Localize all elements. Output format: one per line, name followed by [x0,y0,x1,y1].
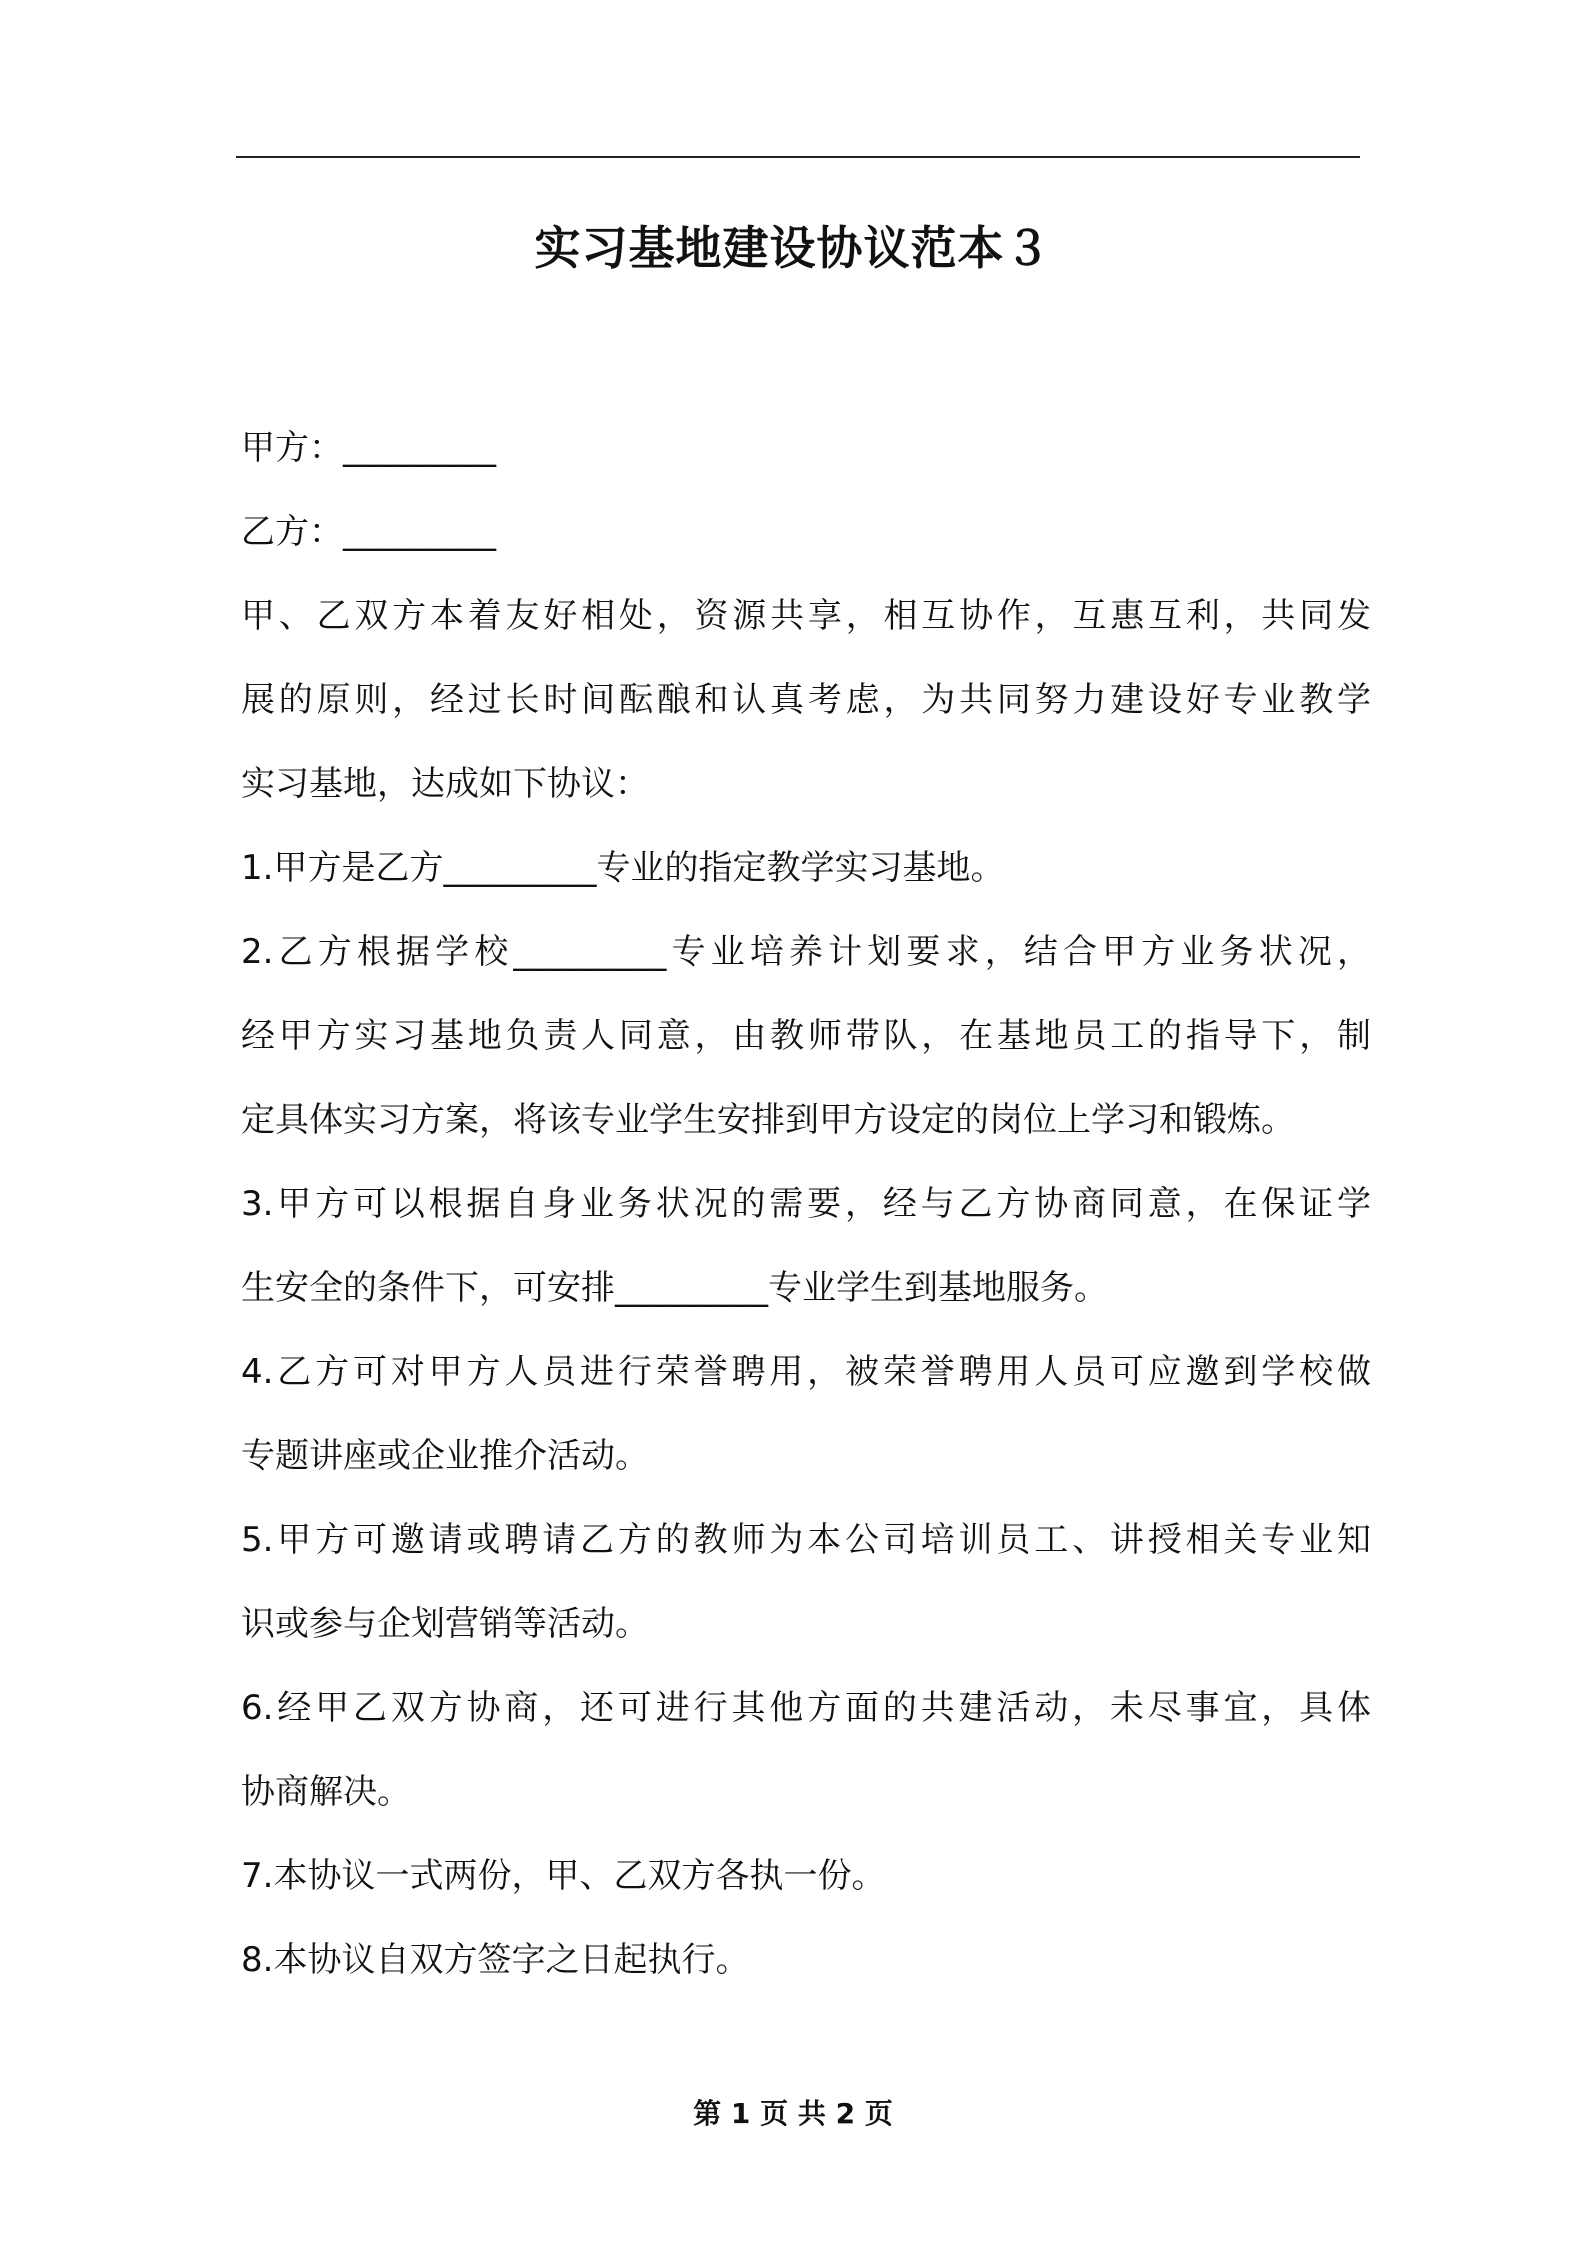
preamble-line-3: 实习基地，达成如下协议： [241,764,649,804]
party-b-line: 乙方：_________ [241,512,496,552]
clause-2-line-1: 2.乙方根据学校_________专业培养计划要求，结合甲方业务状况， [241,932,1371,972]
document-body [241,406,1371,2002]
preamble-line-1: 甲、乙双方本着友好相处，资源共享，相互协作，互惠互利，共同发 [241,596,1371,636]
clause-6-line-1: 6.经甲乙双方协商，还可进行其他方面的共建活动，未尽事宜，具体 [241,1688,1371,1728]
document-title: 实习基地建设协议范本３ [534,221,1052,275]
clause-4-line-2: 专题讲座或企业推介活动。 [241,1436,649,1476]
clause-6-line-2: 协商解决。 [241,1772,411,1812]
clause-5-line-1: 5.甲方可邀请或聘请乙方的教师为本公司培训员工、讲授相关专业知 [241,1520,1371,1560]
clause-3-line-2: 生安全的条件下，可安排_________专业学生到基地服务。 [241,1268,1108,1308]
header-rule [236,156,1360,158]
preamble-line-2: 展的原则，经过长时间酝酿和认真考虑，为共同努力建设好专业教学 [241,680,1371,720]
page-number-footer: 第 1 页 共 2 页 [693,2097,893,2130]
clause-7-line-1: 7.本协议一式两份，甲、乙双方各执一份。 [241,1856,886,1896]
party-a-line: 甲方：_________ [241,428,496,468]
clause-4-line-1: 4.乙方可对甲方人员进行荣誉聘用，被荣誉聘用人员可应邀到学校做 [241,1352,1371,1392]
clause-1-line-1: 1.甲方是乙方_________专业的指定教学实习基地。 [241,848,1005,888]
clause-2-line-3: 定具体实习方案，将该专业学生安排到甲方设定的岗位上学习和锻炼。 [241,1100,1295,1140]
clause-3-line-1: 3.甲方可以根据自身业务状况的需要，经与乙方协商同意，在保证学 [241,1184,1371,1224]
clause-8-line-1: 8.本协议自双方签字之日起执行。 [241,1940,750,1980]
clause-5-line-2: 识或参与企划营销等活动。 [241,1604,649,1644]
clause-2-line-2: 经甲方实习基地负责人同意，由教师带队，在基地员工的指导下，制 [241,1016,1371,1056]
